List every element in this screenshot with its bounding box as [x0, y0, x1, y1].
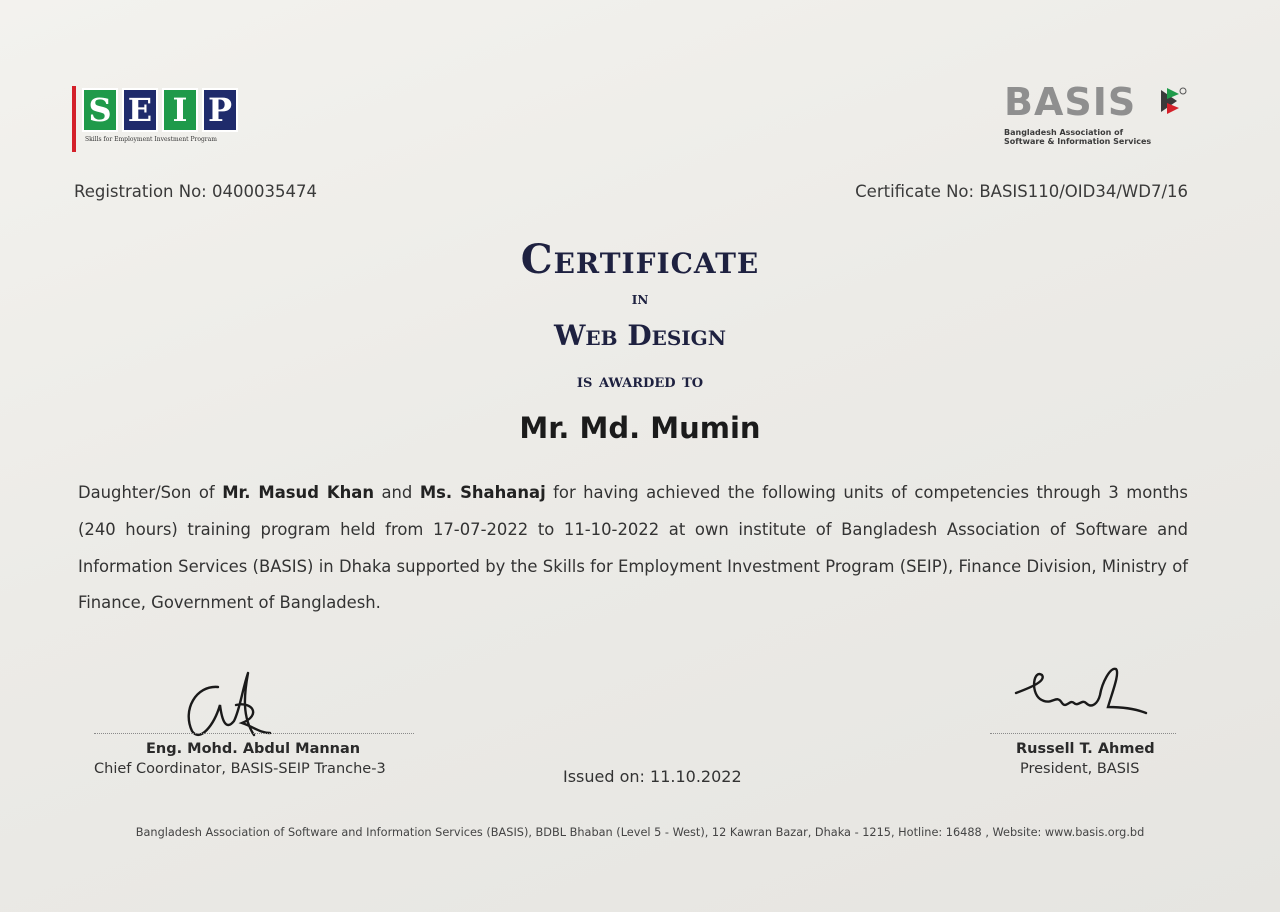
seip-logo-letter: E [122, 88, 158, 132]
right-signature-image [1012, 663, 1152, 725]
course-name: Web Design [553, 319, 727, 352]
issue-date: Issued on: 11.10.2022 [563, 767, 742, 786]
basis-logo-wordmark: BASIS [1004, 80, 1137, 124]
basis-subtitle-line2: Software & Information Services [1004, 137, 1152, 146]
seip-logo-letter: I [162, 88, 198, 132]
seip-logo-letter: S [82, 88, 118, 132]
left-signature-image [178, 665, 278, 740]
right-signature-line [990, 733, 1176, 734]
left-signature-line [94, 733, 414, 734]
footer-address: Bangladesh Association of Software and Information Services (BASIS), BDBL Bhaban (Level 5 - West), 12 Kawran Bazar, Dhaka - 1215, Hotline: 16488 , Website: www.basis.org.bd [135, 826, 1145, 839]
father-name: Mr. Masud Khan [222, 483, 375, 502]
left-signer-title: Chief Coordinator, BASIS-SEIP Tranche-3 [94, 761, 386, 777]
certificate-in: in [631, 289, 649, 309]
awarded-to: is awarded to [576, 370, 704, 392]
body-and: and [374, 483, 420, 502]
basis-logo-arrow-icon [1159, 86, 1189, 116]
basis-logo [1004, 80, 1194, 156]
body-prefix: Daughter/Son of [78, 483, 223, 502]
registration-number: Registration No: 0400035474 [74, 182, 317, 201]
mother-name: Ms. Shahanaj [419, 483, 546, 502]
right-signer-name: Russell T. Ahmed [1016, 741, 1155, 757]
left-signer-name: Eng. Mohd. Abdul Mannan [146, 741, 361, 757]
seip-logo-letter: P [202, 88, 238, 132]
body-rest: for having achieved the following units of competencies through 3 months (240 hours) training program held from 17-07-2022 to 11-10-2022 at own institute of Bangladesh Association of Software and Information Services (BASIS) in Dhaka supported by the Skills for Employment Investment Program (SEIP), Finance Division, Ministry of Finance, Government of Bangladesh. [78, 483, 1188, 613]
certificate-title: Certificate [520, 236, 760, 283]
basis-logo-subtitle [1004, 128, 1194, 146]
basis-subtitle-line1: Bangladesh Association of [1004, 128, 1124, 137]
seip-logo-subtitle: Skills for Employment Investment Program [85, 136, 217, 143]
right-signer-title: President, BASIS [1020, 761, 1140, 777]
certificate-number: Certificate No: BASIS110/OID34/WD7/16 [855, 182, 1188, 201]
seip-logo-red-bar [72, 86, 76, 152]
seip-logo [72, 86, 242, 152]
certificate-body [78, 475, 1188, 622]
recipient-name: Mr. Md. Mumin [519, 411, 761, 445]
